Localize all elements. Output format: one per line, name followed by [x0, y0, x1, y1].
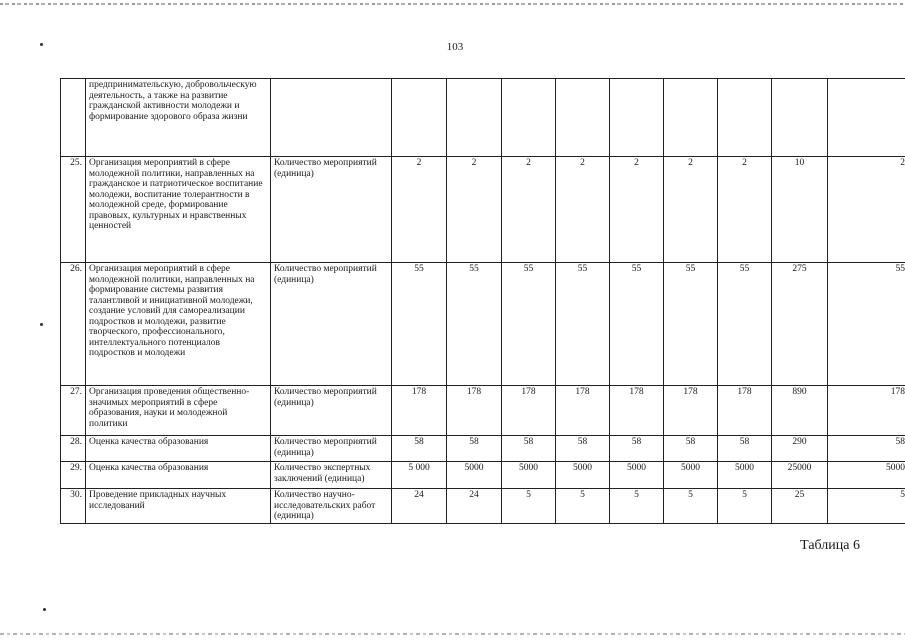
value-cell: 58	[828, 436, 905, 462]
value-cell	[828, 79, 905, 157]
indicators-table	[60, 78, 905, 524]
value-cell: 178	[392, 386, 447, 436]
value-cell: 58	[664, 436, 718, 462]
value-cell: 5	[610, 489, 664, 524]
value-cell: 55	[392, 263, 447, 386]
value-cell: 5000	[718, 462, 772, 489]
value-cell: 290	[772, 436, 828, 462]
indicator-cell: Количество мероприятий (единица)	[271, 386, 392, 436]
row-number: 29.	[61, 462, 86, 489]
value-cell: 5	[664, 489, 718, 524]
value-cell: 5000	[664, 462, 718, 489]
value-cell	[392, 79, 447, 157]
value-cell: 55	[610, 263, 664, 386]
value-cell: 5	[828, 489, 905, 524]
value-cell: 5000	[502, 462, 556, 489]
value-cell: 55	[502, 263, 556, 386]
value-cell: 5	[502, 489, 556, 524]
value-cell: 2	[556, 157, 610, 263]
row-number: 26.	[61, 263, 86, 386]
value-cell: 178	[664, 386, 718, 436]
table-row	[61, 263, 905, 386]
value-cell: 178	[447, 386, 502, 436]
page-number: 103	[446, 41, 464, 53]
value-cell	[610, 79, 664, 157]
value-cell: 55	[664, 263, 718, 386]
activity-cell: Организация мероприятий в сфере молодежной политики, направленных на формирование системы развития талантливой и инициативной молодежи, создание условий для самореализации подростков и молодежи, развитие творческого, профессионального, интеллектуального потенциалов подростков и молодежи	[86, 263, 271, 386]
row-number	[61, 79, 86, 157]
value-cell: 2	[718, 157, 772, 263]
value-cell: 25	[772, 489, 828, 524]
indicator-cell: Количество экспертных заключений (единица)	[271, 462, 392, 489]
value-cell: 55	[718, 263, 772, 386]
value-cell: 24	[392, 489, 447, 524]
value-cell: 58	[392, 436, 447, 462]
row-number: 30.	[61, 489, 86, 524]
value-cell: 178	[610, 386, 664, 436]
value-cell: 5	[718, 489, 772, 524]
value-cell	[447, 79, 502, 157]
value-cell: 55	[828, 263, 905, 386]
value-cell: 178	[502, 386, 556, 436]
activity-cell: Проведение прикладных научных исследований	[86, 489, 271, 524]
table-caption: Таблица 6	[800, 538, 860, 553]
activity-cell: Оценка качества образования	[86, 436, 271, 462]
table-row	[61, 386, 905, 436]
value-cell: 58	[718, 436, 772, 462]
value-cell	[664, 79, 718, 157]
value-cell	[556, 79, 610, 157]
value-cell: 2	[392, 157, 447, 263]
indicator-cell: Количество научно-исследовательских работ (единица)	[271, 489, 392, 524]
scan-speck	[43, 608, 46, 611]
table-row	[61, 489, 905, 524]
value-cell: 2	[828, 157, 905, 263]
value-cell	[772, 79, 828, 157]
value-cell: 55	[447, 263, 502, 386]
value-cell: 25000	[772, 462, 828, 489]
indicator-cell	[271, 79, 392, 157]
value-cell: 5000	[556, 462, 610, 489]
activity-cell: предпринимательскую, добровольческую деятельность, а также на развитие гражданской активности молодежи и формирование здорового образа жизни	[86, 79, 271, 157]
scan-edge-top	[0, 3, 905, 5]
row-number: 27.	[61, 386, 86, 436]
value-cell: 58	[502, 436, 556, 462]
value-cell: 5000	[447, 462, 502, 489]
row-number: 25.	[61, 157, 86, 263]
activity-cell: Организация проведения общественно-значимых мероприятий в сфере образования, науки и молодежной политики	[86, 386, 271, 436]
value-cell: 5000	[610, 462, 664, 489]
value-cell	[502, 79, 556, 157]
value-cell: 58	[610, 436, 664, 462]
scan-speck	[40, 43, 43, 46]
activity-cell: Оценка качества образования	[86, 462, 271, 489]
activity-cell: Организация мероприятий в сфере молодежной политики, направленных на гражданское и патриотическое воспитание молодежи, воспитание толерантности в молодежной среде, формирование правовых, культурных и нравственных ценностей	[86, 157, 271, 263]
value-cell: 2	[447, 157, 502, 263]
indicator-cell: Количество мероприятий (единица)	[271, 157, 392, 263]
indicator-cell: Количество мероприятий (единица)	[271, 263, 392, 386]
table-body	[61, 79, 905, 524]
value-cell: 10	[772, 157, 828, 263]
value-cell: 178	[718, 386, 772, 436]
value-cell: 58	[556, 436, 610, 462]
value-cell: 24	[447, 489, 502, 524]
value-cell: 2	[610, 157, 664, 263]
value-cell: 275	[772, 263, 828, 386]
value-cell: 2	[664, 157, 718, 263]
value-cell: 178	[556, 386, 610, 436]
indicator-cell: Количество мероприятий (единица)	[271, 436, 392, 462]
value-cell: 5 000	[392, 462, 447, 489]
scan-edge-bottom	[0, 633, 905, 635]
value-cell: 5000	[828, 462, 905, 489]
scan-speck	[40, 323, 43, 326]
value-cell: 890	[772, 386, 828, 436]
table-row	[61, 436, 905, 462]
value-cell: 5	[556, 489, 610, 524]
table-row	[61, 157, 905, 263]
value-cell: 2	[502, 157, 556, 263]
value-cell: 178	[828, 386, 905, 436]
value-cell: 58	[447, 436, 502, 462]
value-cell	[718, 79, 772, 157]
row-number: 28.	[61, 436, 86, 462]
value-cell: 55	[556, 263, 610, 386]
table-row	[61, 462, 905, 489]
table-row	[61, 79, 905, 157]
